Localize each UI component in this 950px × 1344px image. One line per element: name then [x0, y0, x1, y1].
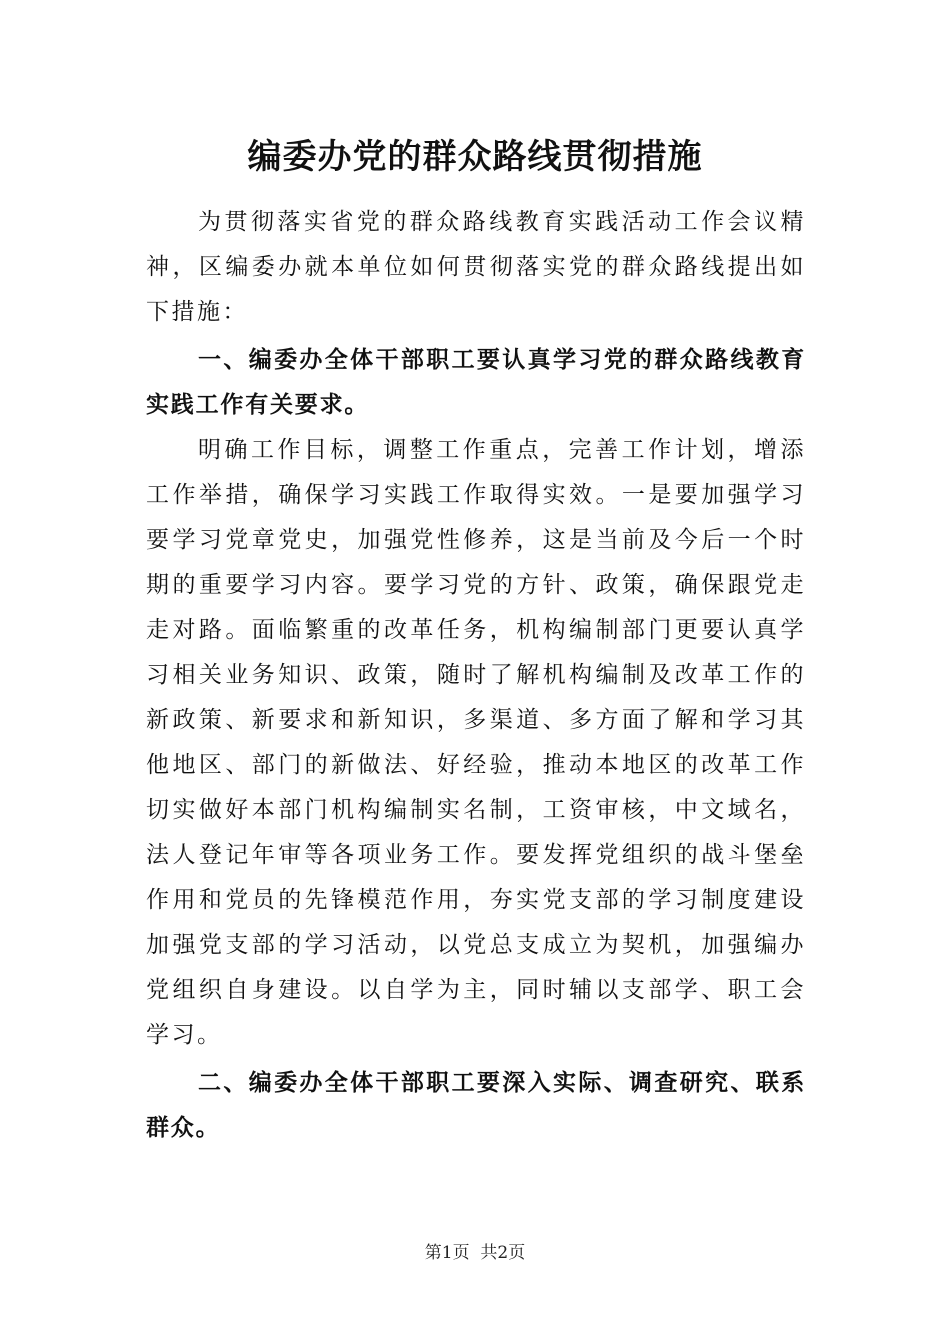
page-number-footer: 第1页 共2页	[424, 1243, 526, 1263]
section-1-heading: 一、编委办全体干部职工要认真学习党的群众路线教育实践工作有关要求。	[146, 347, 806, 418]
section-1-paragraph: 明确工作目标，调整工作重点，完善工作计划，增添工作举措，确保学习实践工作取得实效。一是要加强学习要学习党章党史，加强党性修养，这是当前及今后一个时期的重要学习内容。要学习党的方针、政策，确保跟党走走对路。面临繁重的改革任务，机构编制部门更要认真学习相关业务知识、政策，随时了解机构编制及改革工作的新政策、新要求和新知识，多渠道、多方面了解和学习其他地区、部门的新做法、好经验，推动本地区的改革工作切实做好本部门机构编制实名制，工资审核，中文域名，法人登记年审等各项业务工作。要发挥党组织的战斗堡垒作用和党员的先锋模范作用，夯实党支部的学习制度建设加强党支部的学习活动，以党总支成立为契机，加强编办党组织自身建设。以自学为主，同时辅以支部学、职工会学习。	[146, 437, 806, 1048]
section-2-heading: 二、编委办全体干部职工要深入实际、调查研究、联系群众。	[146, 1070, 806, 1141]
document-body	[146, 200, 806, 1151]
document-title: 编委办党的群众路线贯彻措施	[247, 137, 703, 177]
intro-paragraph: 为贯彻落实省党的群众路线教育实践活动工作会议精神，区编委办就本单位如何贯彻落实党的群众路线提出如下措施：	[146, 209, 806, 325]
